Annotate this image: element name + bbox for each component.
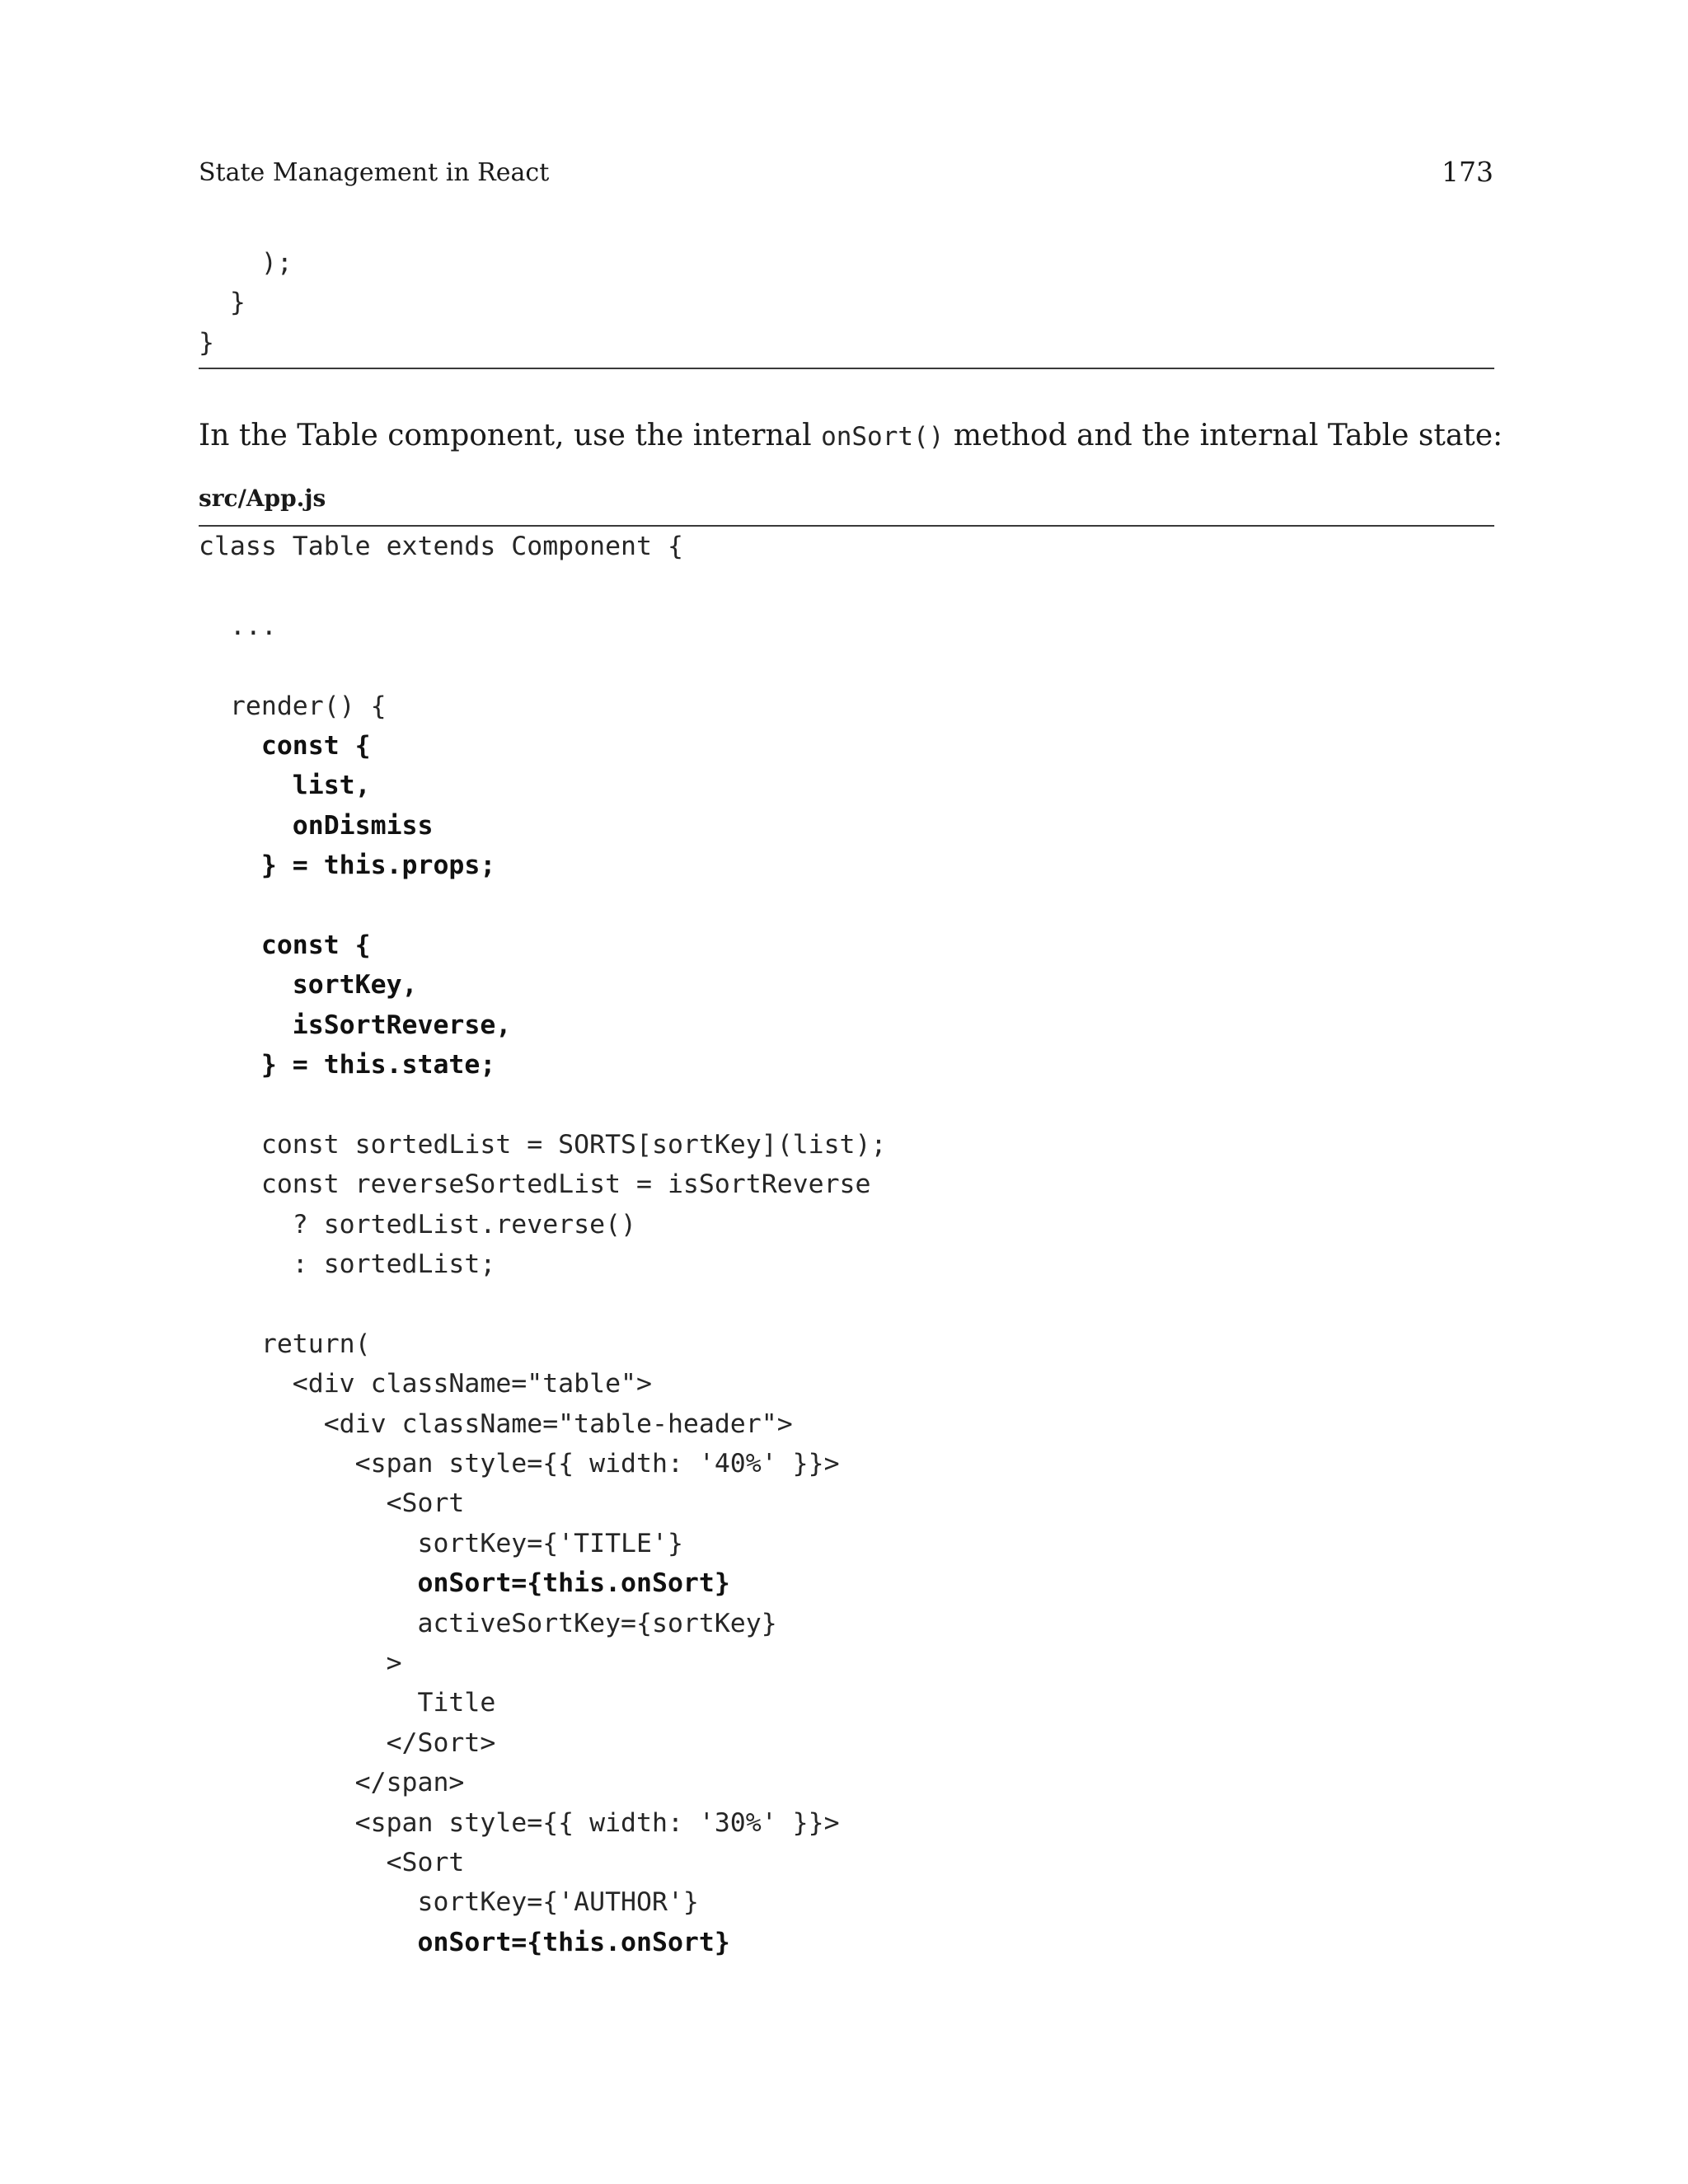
code-line: } = this.state; — [199, 1050, 496, 1080]
code-line: </Sort> — [199, 1727, 496, 1758]
code-line: list, — [199, 771, 371, 801]
code-line: } — [199, 288, 246, 318]
code-line: isSortReverse, — [199, 1010, 512, 1040]
code-line: <Sort — [199, 1847, 465, 1877]
code-line: ); — [199, 248, 293, 278]
code-line: onDismiss — [199, 810, 434, 841]
code-line: activeSortKey={sortKey} — [199, 1608, 777, 1638]
code-block-continuation — [199, 243, 293, 363]
code-line: const { — [199, 930, 371, 960]
code-line — [199, 646, 886, 686]
code-line: const reverseSortedList = isSortReverse — [199, 1169, 871, 1200]
code-block-table-component — [199, 527, 886, 1962]
paragraph-text-after: method and the internal Table state: — [944, 419, 1503, 452]
code-line: <div className="table"> — [199, 1369, 652, 1399]
page-number: 173 — [1442, 156, 1493, 188]
code-block-bottom-rule — [199, 368, 1494, 369]
code-file-label: src/App.js — [199, 485, 326, 512]
code-line: sortKey={'AUTHOR'} — [199, 1887, 699, 1918]
code-line: sortKey, — [199, 970, 418, 1001]
inline-code-onsort: onSort() — [821, 422, 945, 452]
code-line: class Table extends Component { — [199, 532, 683, 561]
code-line: <span style={{ width: '40%' }}> — [199, 1448, 840, 1479]
code-line: > — [199, 1647, 402, 1678]
code-line — [199, 566, 886, 606]
code-line: } — [199, 327, 214, 358]
running-header-title: State Management in React — [199, 158, 550, 187]
code-line: sortKey={'TITLE'} — [199, 1528, 683, 1558]
code-line — [199, 1085, 886, 1124]
code-line: } = this.props; — [199, 851, 496, 881]
code-line: : sortedList; — [199, 1249, 496, 1280]
code-line: ? sortedList.reverse() — [199, 1209, 637, 1240]
code-line — [199, 1284, 886, 1324]
code-line: const sortedList = SORTS[sortKey](list); — [199, 1129, 887, 1160]
code-line: return( — [199, 1329, 371, 1359]
code-line — [199, 886, 886, 926]
code-line: onSort={this.onSort} — [199, 1927, 730, 1957]
paragraph-text-before: In the Table component, use the internal — [199, 419, 822, 452]
code-line: onSort={this.onSort} — [199, 1568, 730, 1599]
code-line: <Sort — [199, 1488, 465, 1519]
code-line: ... — [199, 611, 277, 641]
code-line: Title — [199, 1688, 496, 1718]
code-line: const { — [199, 730, 371, 761]
code-line: <div className="table-header"> — [199, 1408, 793, 1439]
code-line: render() { — [199, 691, 387, 721]
code-line: </span> — [199, 1768, 465, 1798]
code-line: <span style={{ width: '30%' }}> — [199, 1807, 840, 1838]
body-paragraph — [199, 416, 1503, 457]
